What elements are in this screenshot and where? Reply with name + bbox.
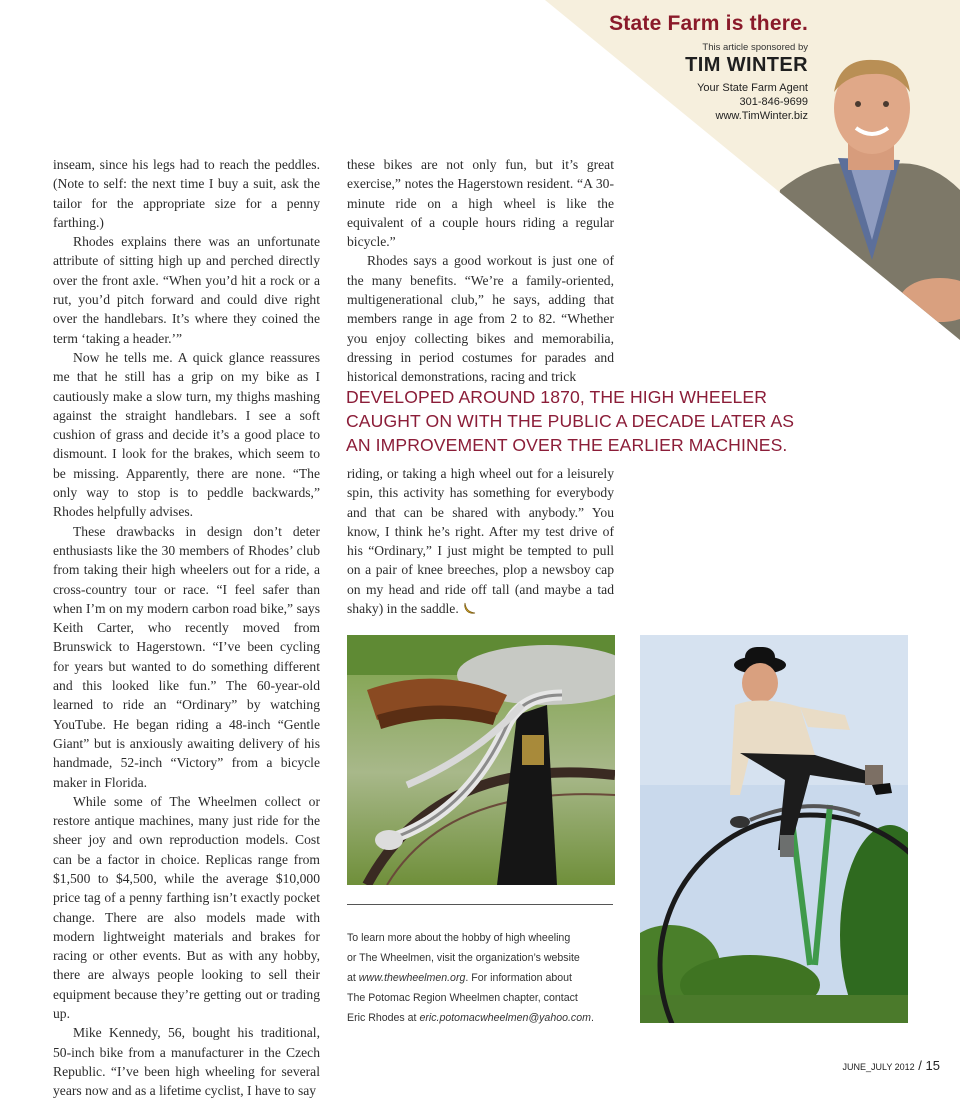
footer-separator: /	[914, 1058, 926, 1073]
info-box	[347, 928, 617, 1028]
sponsored-by-label: This article sponsored by	[702, 42, 808, 53]
divider-rule	[347, 904, 613, 905]
paragraph: These drawbacks in design don’t deter enthusiasts like the 30 members of Rhodes’ club from taking their high wheelers out for a ride, a cross-country tour or race. “I feel safer than when I’m on my modern carbon road bike,” says Keith Carter, who recently moved from Brunswick to Hagerstown. “I’ve been cycling for years but wanted to do something different and this looked like fun.” The 60-year-old learned to ride an “Ordinary” by watching YouTube. He began riding a 48-inch “Gentle Giant” but is anxiously awaiting delivery of his handmade, 52-inch “Victory” from a bicycle maker in Florida.	[53, 523, 320, 790]
info-text: . For information about	[465, 972, 572, 984]
paragraph: Now he tells me. A quick glance reassures me that he still has a grip on my bike as I cautiously make a slow turn, my thighs mashing against the straight handlebars. I see a soft cushion of grass and decide it’s a good place to dismount. I look for the brakes, which seem to be missing. Apparently, there are none. “The only way to stop is to peddle backwards,” Rhodes helpfully advises.	[53, 349, 320, 520]
info-line: The Potomac Region Wheelmen chapter, contact	[347, 992, 578, 1004]
agent-website[interactable]: www.TimWinter.biz	[715, 110, 808, 122]
page-footer	[842, 1058, 940, 1073]
info-line	[347, 1008, 617, 1028]
info-line: To learn more about the hobby of high wheeling	[347, 932, 571, 944]
paragraph: Rhodes says a good workout is just one of the many benefits. “We’re a family-oriented, multigenerational club,” he says, adding that members range in age from 2 to 82. “Whether you enjoy collecting bikes and memorabilia, dressing in period costumes for parades and historical demonstrations, racing and trick	[347, 253, 614, 385]
paragraph: Rhodes explains there was an unfortunate attribute of sitting high up and perched directly over the front axle. “When you’d hit a rock or a rut, you’d pitch forward and could dive right over the handlebars. It’s where they coined the term ‘taking a header.’”	[53, 234, 320, 346]
sponsor-tagline: State Farm is there.	[609, 12, 808, 35]
info-text: at	[347, 972, 359, 984]
sponsor-block	[609, 12, 808, 123]
info-line	[347, 968, 617, 988]
agent-title: Your State Farm Agent	[697, 82, 808, 94]
wheelmen-website-link[interactable]: www.thewheelmen.org	[358, 972, 466, 984]
photo-bicycle-handlebars	[347, 635, 615, 885]
paragraph-text: riding, or taking a high wheel out for a leisurely spin, this activity has something for everybody and that can be shared with anybody.” You know, I think he’s right. After my test drive of his “Ordinary,” I just might be tempted to pull on a pair of knee breeches, plop a newsboy cap on my head and ride off tall (and maybe a tad shaky) in the saddle.	[347, 466, 614, 617]
agent-phone: 301-846-9699	[739, 96, 808, 108]
article-column-left	[53, 155, 320, 1101]
contact-email-link[interactable]: eric.potomacwheelmen@yahoo.com	[419, 1012, 591, 1024]
paragraph: these bikes are not only fun, but it’s great exercise,” notes the Hagerstown resident. “A 30-minute ride on a high wheel is like the equivalent of a couple hours riding a regular bicycle.”	[347, 157, 614, 250]
paragraph: While some of The Wheelmen collect or restore antique machines, many just ride for the sheer joy and own reproduction models. Cost can be a factor in choice. Replicas range from $1,500 to $4,500, while the average $10,000 price tag of a penny farthing isn’t exactly pocket change. There are also models made with modern lightweight materials and brakes for racing or other events. But as with any hobby, there are always people looking to sell their equipment because they’re getting out or trading up.	[53, 793, 320, 1022]
banana-icon	[463, 601, 477, 620]
page-number: 15	[925, 1058, 940, 1073]
agent-name: TIM WINTER	[685, 54, 808, 76]
article-column-middle-bottom	[347, 464, 614, 620]
info-text: Eric Rhodes at	[347, 1012, 420, 1024]
info-line: or The Wheelmen, visit the organization’s website	[347, 952, 580, 964]
article-column-middle-top	[347, 155, 614, 387]
issue-date: JUNE_JULY 2012	[842, 1062, 915, 1072]
info-text: .	[590, 1012, 594, 1024]
pull-quote: DEVELOPED AROUND 1870, THE HIGH WHEELER CAUGHT ON WITH THE PUBLIC A DECADE LATER AS AN IMPROVEMENT OVER THE EARLIER MACHINES.	[346, 387, 795, 455]
paragraph: inseam, since his legs had to reach the peddles. (Note to self: the next time I buy a suit, ask the tailor for the appropriate size for a penny farthing.)	[53, 157, 320, 230]
paragraph	[347, 464, 614, 620]
paragraph: Mike Kennedy, 56, bought his traditional, 50-inch bike from a manufacturer in the Czech Republic. “I’ve been high wheeling for several years now and as a lifetime cyclist, I have to say	[53, 1025, 320, 1099]
photo-rider-high-wheeler	[640, 635, 908, 1023]
